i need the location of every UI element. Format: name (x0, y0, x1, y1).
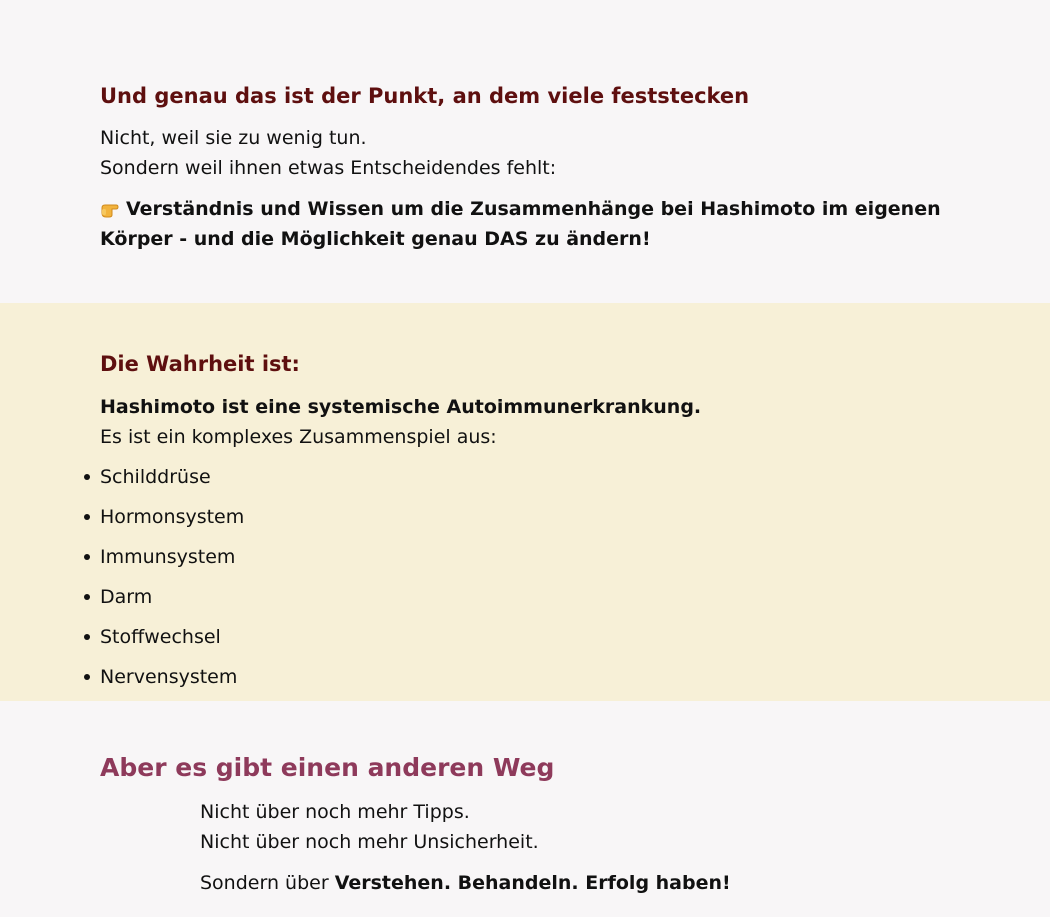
other-way-line-1: Nicht über noch mehr Tipps. (200, 801, 470, 823)
stuck-point-line-2: Sondern weil ihnen etwas Entscheidendes fehlt: (100, 157, 557, 179)
factor-list (0, 463, 244, 703)
bullet (84, 634, 90, 640)
factor-label: Nervensystem (100, 666, 238, 688)
truth-intro: Es ist ein komplexes Zusammenspiel aus: (100, 426, 497, 448)
list-item (0, 463, 244, 503)
stuck-point-heading: Und genau das ist der Punkt, an dem viele feststecken (100, 84, 750, 108)
highlight-text-1: Verständnis und Wissen um die Zusammenhänge bei Hashimoto im eigenen (126, 198, 941, 220)
truth-section (0, 303, 1050, 701)
pointing-hand-icon (100, 197, 120, 215)
other-way-prefix: Sondern über (200, 872, 335, 894)
truth-heading: Die Wahrheit ist: (100, 352, 300, 376)
highlight-line-2: Körper - und die Möglichkeit genau DAS zu ändern! (100, 228, 651, 250)
factor-label: Hormonsystem (100, 506, 245, 528)
factor-label: Schilddrüse (100, 466, 211, 488)
other-way-emphasis: Verstehen. Behandeln. Erfolg haben! (334, 872, 731, 894)
bullet (84, 554, 90, 560)
stuck-point-section (0, 0, 1050, 303)
other-way-section (0, 701, 1050, 917)
highlight-line-1 (100, 194, 941, 224)
factor-label: Darm (100, 586, 153, 608)
list-item (0, 503, 244, 543)
bullet (84, 514, 90, 520)
list-item (0, 623, 244, 663)
other-way-line-2: Nicht über noch mehr Unsicherheit. (200, 831, 539, 853)
factor-label: Immunsystem (100, 546, 236, 568)
other-way-heading: Aber es gibt einen anderen Weg (100, 753, 555, 782)
bullet (84, 674, 90, 680)
bullet (84, 594, 90, 600)
list-item (0, 543, 244, 583)
list-item (0, 663, 244, 703)
other-way-line-3 (200, 868, 731, 898)
list-item (0, 583, 244, 623)
stuck-point-line-1: Nicht, weil sie zu wenig tun. (100, 127, 367, 149)
bullet (84, 474, 90, 480)
truth-statement: Hashimoto ist eine systemische Autoimmunerkrankung. (100, 396, 702, 418)
factor-label: Stoffwechsel (100, 626, 221, 648)
